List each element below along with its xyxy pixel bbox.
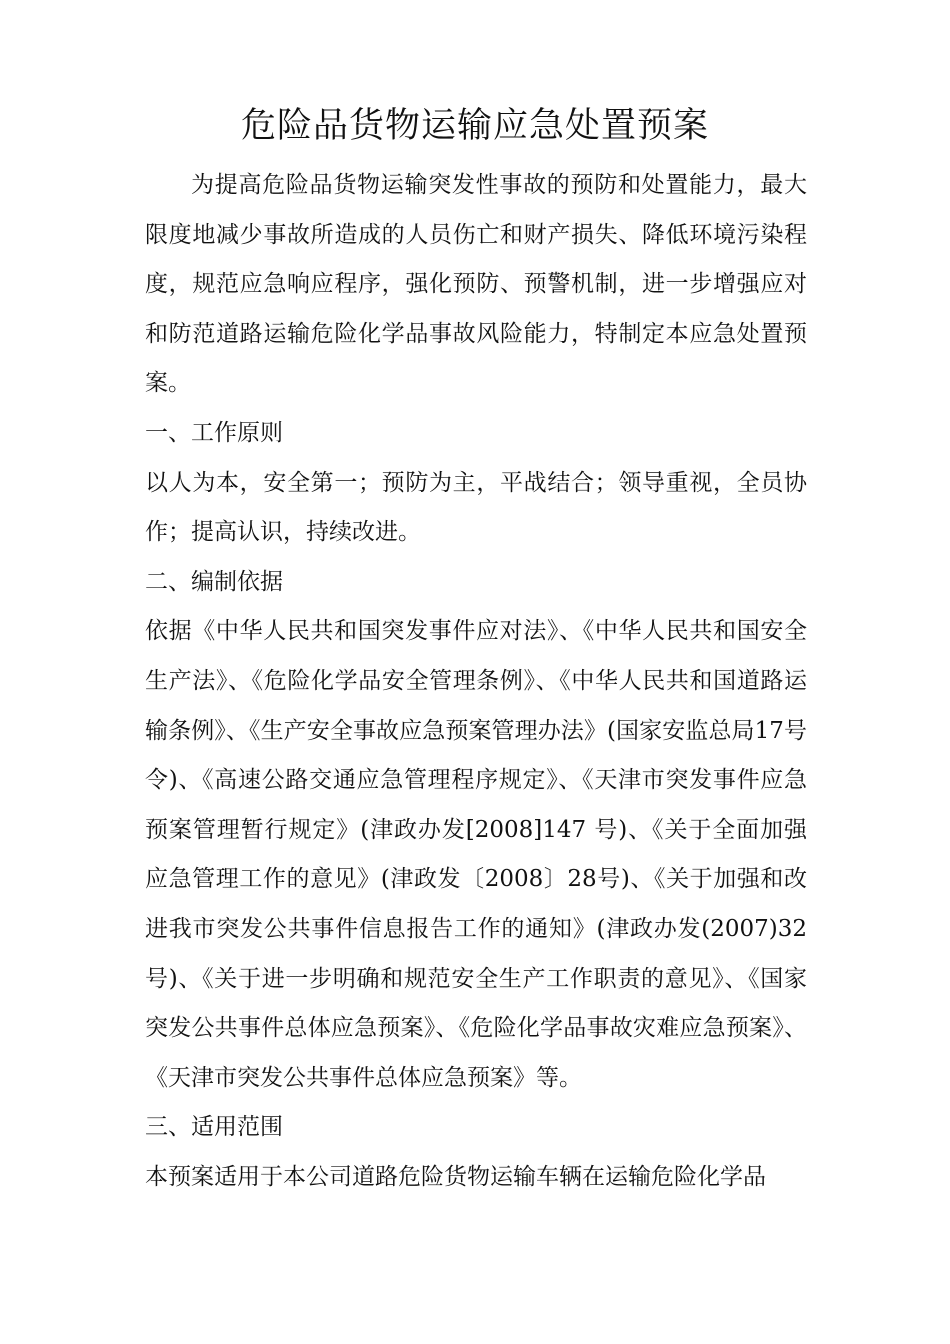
section-text-scope: 本预案适用于本公司道路危险货物运输车辆在运输危险化学品: [145, 1163, 766, 1190]
section-heading-basis: 二、编制依据: [145, 568, 283, 595]
document-title: 危险品货物运输应急处置预案: [240, 106, 709, 146]
section-heading-scope: 三、适用范围: [145, 1114, 283, 1141]
document-body: [145, 161, 807, 1202]
intro-paragraph: 为提高危险品货物运输突发性事故的预防和处置能力，最大限度地减少事故所造成的人员伤亡和财产损失、降低环境污染程度，规范应急响应程序，强化预防、预警机制，进一步增强应对和防范道路运输危险化学品事故风险能力，特制定本应急处置预案。: [145, 172, 807, 397]
section-heading-principles: 一、工作原则: [145, 419, 283, 446]
section-text-principles: 以人为本，安全第一；预防为主，平战结合；领导重视，全员协作；提高认识，持续改进。: [145, 469, 807, 546]
section-text-basis: 依据《中华人民共和国突发事件应对法》、《中华人民共和国安全生产法》、《危险化学品安全管理条例》、《中华人民共和国道路运输条例》、《生产安全事故应急预案管理办法》(国家安监总局17号令)、《高速公路交通应急管理程序规定》、《天津市突发事件应急预案管理暂行规定》(津政办发[2008]147 号)、《关于全面加强应急管理工作的意见》(津政发〔2008〕28号)、《关于加强和改进我市突发公共事件信息报告工作的通知》(津政办发(2007)32 号)、《关于进一步明确和规范安全生产工作职责的意见》、《国家突发公共事件总体应急预案》、《危险化学品事故灾难应急预案》、《天津市突发公共事件总体应急预案》等。: [145, 618, 807, 1091]
